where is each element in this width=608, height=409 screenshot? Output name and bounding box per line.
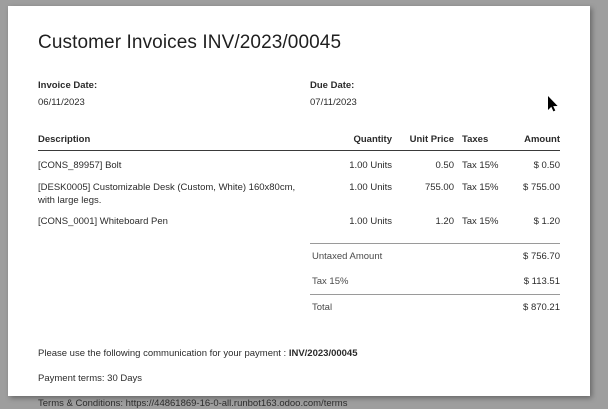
invoice-date-block [38, 80, 310, 108]
due-date-label: Due Date: [310, 80, 355, 91]
line-quantity: 1.00 Units [349, 181, 392, 193]
totals-row-untaxed [310, 244, 560, 270]
table-row [38, 151, 560, 173]
totals-row-total [310, 295, 560, 321]
invoice-lines-body [38, 151, 560, 230]
line-amount: $ 755.00 [523, 181, 560, 193]
column-header-quantity: Quantity [310, 134, 392, 151]
totals-row-tax [310, 269, 560, 295]
line-description: [CONS_0001] Whiteboard Pen [38, 216, 168, 228]
payment-terms-note: Payment terms: 30 Days [38, 373, 143, 385]
line-quantity: 1.00 Units [349, 160, 392, 171]
tax-label: Tax 15% [312, 276, 349, 288]
invoice-date-label: Invoice Date: [38, 80, 98, 91]
invoice-content [8, 6, 590, 409]
invoice-meta [38, 80, 560, 108]
line-description: [DESK0005] Customizable Desk (Custom, White) 160x80cm, with large legs. [38, 181, 296, 206]
line-taxes: Tax 15% [462, 216, 499, 228]
invoice-lines-table [38, 134, 560, 229]
invoice-date-value: 06/11/2023 [38, 97, 85, 108]
line-description: [CONS_89957] Bolt [38, 160, 122, 171]
line-taxes: Tax 15% [462, 181, 499, 193]
invoice-totals-section [38, 243, 560, 320]
column-header-amount: Amount [520, 134, 560, 151]
invoice-notes [38, 348, 560, 409]
table-row [38, 207, 560, 229]
page-title: Customer Invoices INV/2023/00045 [38, 32, 342, 53]
payment-communication-prefix: Please use the following communication for your payment : [38, 348, 289, 360]
line-quantity: 1.00 Units [349, 216, 392, 228]
invoice-lines-header [38, 134, 560, 151]
due-date-value: 07/11/2023 [310, 97, 357, 108]
invoice-totals-table [310, 243, 560, 320]
total-value: $ 870.21 [475, 295, 560, 321]
line-unit-price: 1.20 [435, 216, 454, 228]
line-unit-price: 755.00 [424, 181, 454, 193]
tax-value: $ 113.51 [523, 276, 560, 288]
column-header-taxes: Taxes [454, 134, 520, 151]
line-taxes: Tax 15% [462, 160, 499, 171]
table-header-row [38, 134, 560, 151]
untaxed-amount-value: $ 756.70 [475, 244, 560, 270]
line-unit-price: 0.50 [435, 160, 454, 171]
payment-communication-reference: INV/2023/00045 [288, 348, 358, 360]
table-row [38, 173, 560, 208]
due-date-block [310, 80, 357, 108]
total-label: Total [310, 295, 475, 321]
line-amount: $ 1.20 [533, 216, 560, 228]
payment-communication-note [38, 348, 560, 359]
invoice-document-page [8, 6, 590, 409]
line-amount: $ 0.50 [533, 160, 560, 171]
untaxed-amount-label: Untaxed Amount [310, 244, 475, 270]
column-header-unit-price: Unit Price [392, 134, 454, 151]
terms-and-conditions-note: Terms & Conditions: https://44861869-16-0-all.runbot163.odoo.com/terms [38, 398, 348, 409]
column-header-description: Description [38, 134, 310, 151]
